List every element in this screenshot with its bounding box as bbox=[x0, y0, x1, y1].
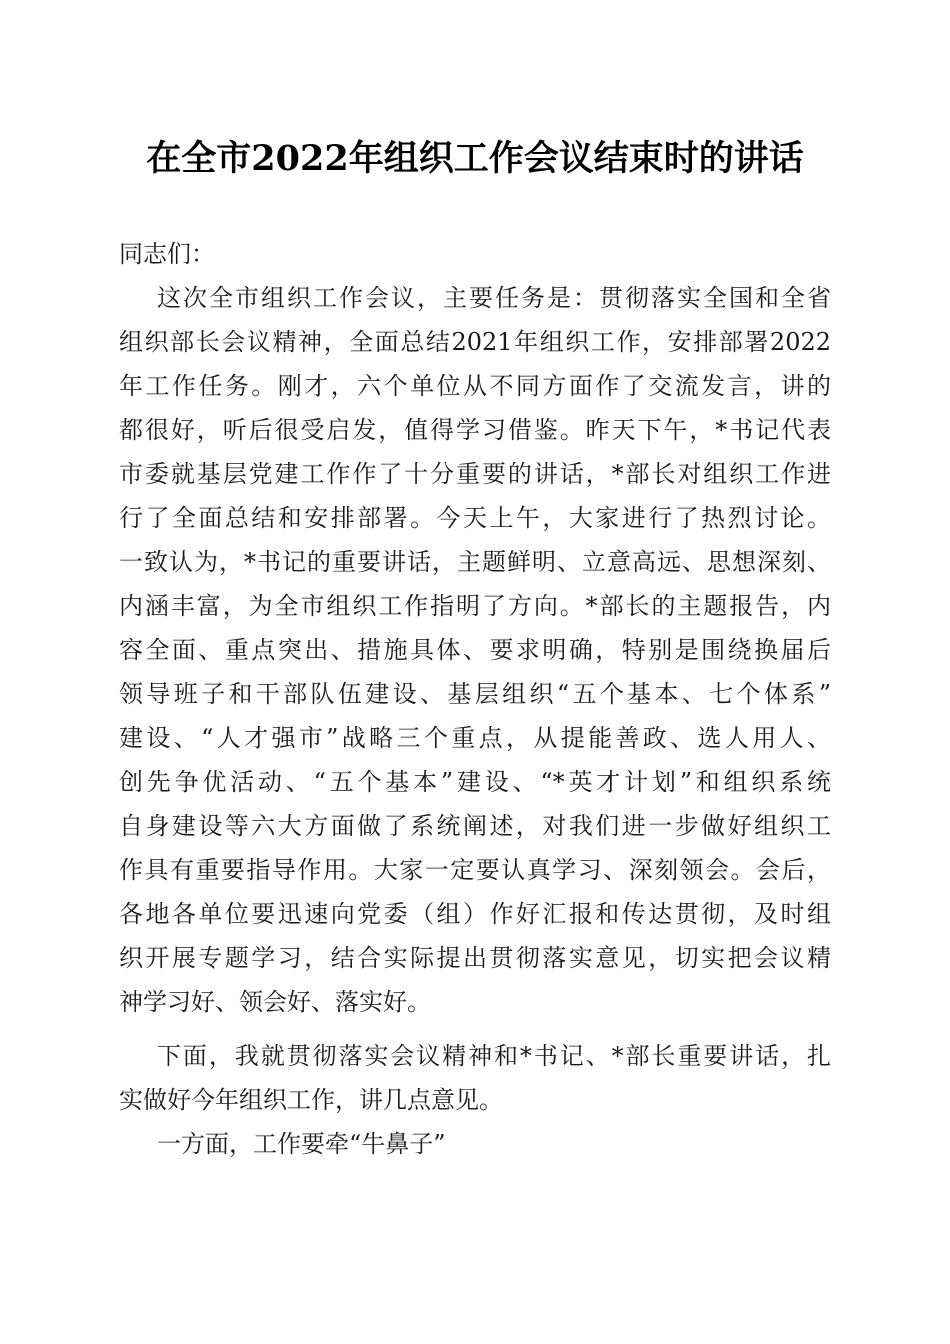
paragraph-line: 这次全市组织工作会议，主要任务是：贯彻落实全国和全省 bbox=[157, 284, 831, 312]
section-heading-line: 一方面，工作要牵“牛鼻子” bbox=[157, 1130, 446, 1158]
paragraph-1 bbox=[119, 276, 831, 1024]
paragraph-line: 各地各单位要迅速向党委（组）作好汇报和传达贯彻，及时组 bbox=[119, 900, 831, 928]
paragraph-line: 创先争优活动、“五个基本”建设、“*英才计划”和组织系统 bbox=[119, 768, 831, 796]
document-title: 在全市2022年组织工作会议结束时的讲话 bbox=[146, 138, 804, 179]
paragraph-line: 自身建设等六大方面做了系统阐述，对我们进一步做好组织工 bbox=[119, 812, 831, 840]
paragraph-line: 容全面、重点突出、措施具体、要求明确，特别是围绕换届后 bbox=[119, 636, 831, 664]
paragraph-line: 内涵丰富，为全市组织工作指明了方向。*部长的主题报告，内 bbox=[119, 592, 831, 620]
paragraph-line: 组织部长会议精神，全面总结2021年组织工作，安排部署2022 bbox=[119, 328, 831, 356]
paragraph-line: 建设、“人才强市”战略三个重点，从提能善政、选人用人、 bbox=[119, 724, 831, 752]
paragraph-line: 作具有重要指导作用。大家一定要认真学习、深刻领会。会后， bbox=[119, 856, 831, 884]
section-heading bbox=[119, 1122, 831, 1166]
paragraph-line: 领导班子和干部队伍建设、基层组织“五个基本、七个体系” bbox=[119, 680, 831, 708]
paragraph-2 bbox=[119, 1034, 831, 1122]
paragraph-line: 织开展专题学习，结合实际提出贯彻落实意见，切实把会议精 bbox=[119, 944, 831, 972]
paragraph-line: 都很好，听后很受启发，值得学习借鉴。昨天下午，*书记代表 bbox=[119, 416, 831, 444]
paragraph-line: 一致认为，*书记的重要讲话，主题鲜明、立意高远、思想深刻、 bbox=[119, 548, 831, 576]
paragraph-line: 行了全面总结和安排部署。今天上午，大家进行了热烈讨论。 bbox=[119, 504, 831, 532]
paragraph-line: 神学习好、领会好、落实好。 bbox=[119, 988, 431, 1016]
paragraph-line: 市委就基层党建工作作了十分重要的讲话，*部长对组织工作进 bbox=[119, 460, 831, 488]
salutation bbox=[119, 232, 831, 276]
paragraph-line: 年工作任务。刚才，六个单位从不同方面作了交流发言，讲的 bbox=[119, 372, 831, 400]
paragraph-line: 实做好今年组织工作，讲几点意见。 bbox=[119, 1086, 503, 1114]
paragraph-line: 下面，我就贯彻落实会议精神和*书记、*部长重要讲话，扎 bbox=[157, 1042, 831, 1070]
salutation-line: 同志们： bbox=[119, 240, 215, 268]
